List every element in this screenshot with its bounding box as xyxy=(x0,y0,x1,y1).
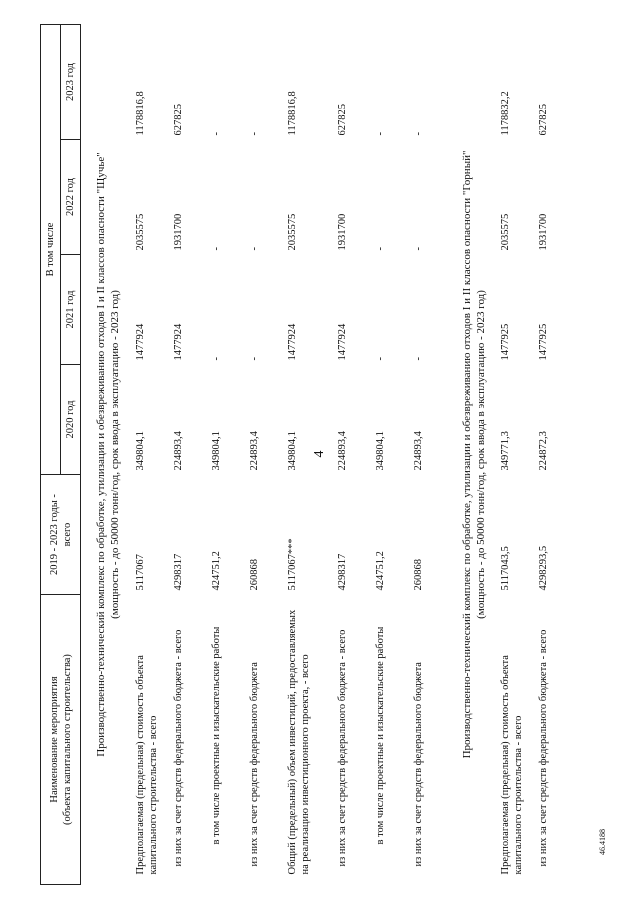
cell-y2023: 627825 xyxy=(336,104,348,136)
section-title-row xyxy=(447,24,497,884)
section-title-row xyxy=(81,24,131,884)
cell-y2022: 1931700 xyxy=(336,213,348,251)
table-header xyxy=(41,24,81,884)
row-label: в том числе проектные и изыскательские работы xyxy=(374,626,386,845)
table-row xyxy=(245,24,283,884)
cell-y2020: 224893,4 xyxy=(172,431,184,471)
header-year-2023: 2023 год xyxy=(61,24,81,139)
header-year-2020: 2020 год xyxy=(61,365,81,475)
row-label: Общий (предельный) объем инвестиций, предоставляемых на реализацию инвестиционного проекта, - всего xyxy=(286,609,311,875)
cell-y2022: - xyxy=(248,247,260,251)
row-label: из них за счет средств федерального бюджета xyxy=(248,662,260,867)
cell-y2021: - xyxy=(248,357,260,361)
table-row xyxy=(283,24,333,884)
page-number: 4 xyxy=(312,450,327,458)
header-total-column: 2019 - 2023 годы - всего xyxy=(41,475,81,595)
cell-y2021: - xyxy=(210,357,222,361)
table-row xyxy=(333,24,371,884)
section-title: Производственно-технический комплекс по обработке, утилизации и обезвреживанию отходов I и II классов опасности "Щучье" (мощность - до 50000 тонн/год, срок ввода в эксплуатацию - 2023 год) xyxy=(95,152,121,757)
cell-y2022: 1931700 xyxy=(172,213,184,251)
cell-y2020: 349771,3 xyxy=(500,431,512,471)
table-row xyxy=(409,24,447,884)
table-row xyxy=(496,24,534,884)
cell-y2022: 1931700 xyxy=(538,213,550,251)
table-body xyxy=(81,24,573,884)
cell-y2020: 224872,3 xyxy=(538,431,550,471)
document-code: 46.4188 xyxy=(598,829,607,855)
cell-total: 5117067 xyxy=(134,554,146,591)
cell-y2022: - xyxy=(210,247,222,251)
cell-y2023: - xyxy=(374,132,386,136)
rotated-table-container xyxy=(40,25,610,885)
cell-y2021: 1477924 xyxy=(172,323,184,361)
table-row xyxy=(207,24,245,884)
cell-y2023: - xyxy=(248,132,260,136)
row-label: из них за счет средств федерального бюджета - всего xyxy=(172,629,184,867)
header-name-column: Наименование мероприятия (объекта капитального строительства) xyxy=(41,595,81,885)
table-row xyxy=(131,24,169,884)
cell-y2021: 1477925 xyxy=(538,323,550,361)
row-label: из них за счет средств федерального бюджета xyxy=(412,662,424,867)
cell-y2021: 1477924 xyxy=(286,323,298,361)
cell-y2022: 2035575 xyxy=(286,213,298,251)
cell-y2023: 627825 xyxy=(538,104,550,136)
cell-y2020: 224893,4 xyxy=(412,431,424,471)
header-year-2022: 2022 год xyxy=(61,140,81,255)
row-label: в том числе проектные и изыскательские работы xyxy=(210,626,222,845)
cell-total: 260868 xyxy=(412,559,424,591)
cell-total: 424751,2 xyxy=(210,551,222,591)
cell-total: 424751,2 xyxy=(374,551,386,591)
cell-y2021: - xyxy=(374,357,386,361)
cell-y2020: 349804,1 xyxy=(286,431,298,471)
cell-y2023: 1178816,8 xyxy=(286,91,298,136)
cell-y2020: 349804,1 xyxy=(134,431,146,471)
table-row xyxy=(371,24,409,884)
table-row xyxy=(534,24,572,884)
cell-y2021: 1477925 xyxy=(500,323,512,361)
cell-y2023: 1178816,8 xyxy=(134,91,146,136)
row-label: Предполагаемая (предельная) стоимость объекта капитального строительства - всего xyxy=(134,655,159,875)
cell-total: 260868 xyxy=(248,559,260,591)
cell-y2023: - xyxy=(412,132,424,136)
cell-y2023: 1178832,2 xyxy=(500,91,512,136)
cell-y2021: - xyxy=(412,357,424,361)
cell-y2021: 1477924 xyxy=(134,323,146,361)
cell-y2020: 224893,4 xyxy=(336,431,348,471)
table-row xyxy=(169,24,207,884)
cell-total: 4298317 xyxy=(336,553,348,591)
cell-total: 4298293,5 xyxy=(538,545,550,591)
cell-y2022: 2035575 xyxy=(134,213,146,251)
row-label: из них за счет средств федерального бюджета - всего xyxy=(336,629,348,867)
cell-total: 4298317 xyxy=(172,553,184,591)
cell-y2023: - xyxy=(210,132,222,136)
cell-y2020: 349804,1 xyxy=(210,431,222,471)
cell-y2020: 224893,4 xyxy=(248,431,260,471)
row-label: из них за счет средств федерального бюджета - всего xyxy=(538,629,550,867)
cell-y2021: 1477924 xyxy=(336,323,348,361)
cell-y2022: - xyxy=(412,247,424,251)
row-label: Предполагаемая (предельная) стоимость объекта капитального строительства - всего xyxy=(500,655,525,875)
cell-y2020: 349804,1 xyxy=(374,431,386,471)
header-group-label: В том числе xyxy=(41,24,61,474)
cell-total: 5117043,5 xyxy=(500,546,512,591)
cell-y2023: 627825 xyxy=(172,104,184,136)
header-year-2021: 2021 год xyxy=(61,255,81,365)
cell-total: 5117067*** xyxy=(286,538,298,591)
cell-y2022: - xyxy=(374,247,386,251)
cell-y2022: 2035575 xyxy=(500,213,512,251)
section-title: Производственно-технический комплекс по обработке, утилизации и обезвреживанию отходов I и II классов опасности "Горный" (мощность - до 50000 тонн/год, срок ввода в эксплуатацию - 2023 год) xyxy=(460,150,487,759)
investment-table xyxy=(40,24,572,885)
